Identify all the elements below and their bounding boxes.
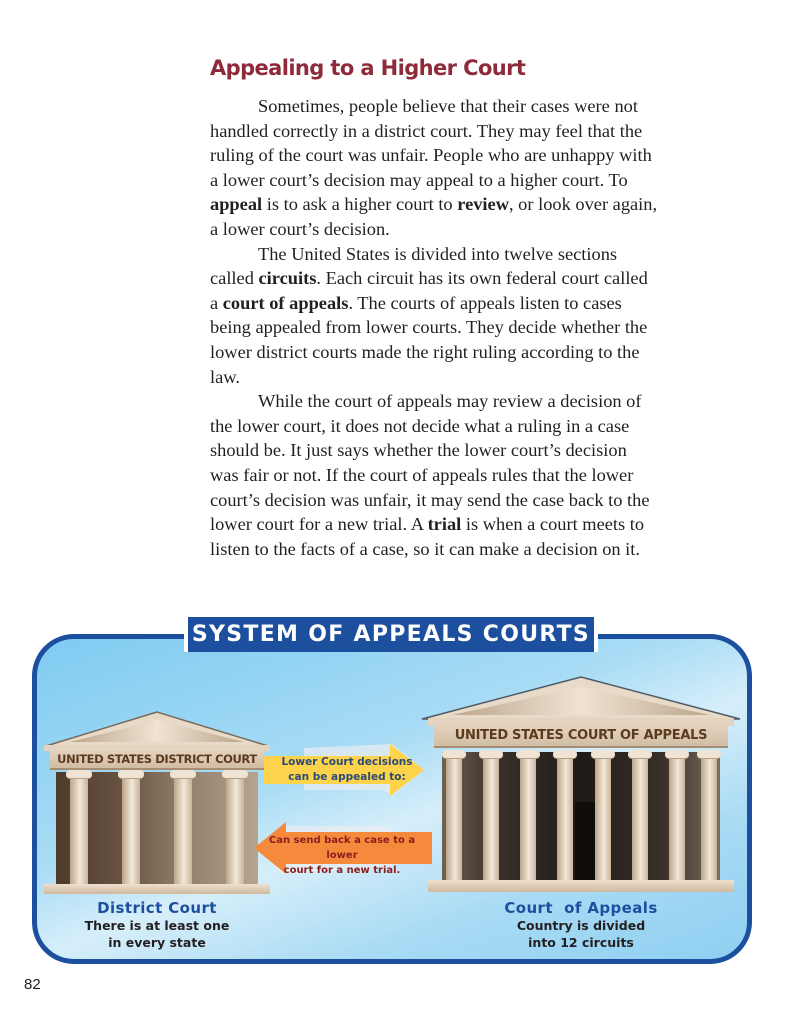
section-heading: Appealing to a Higher Court [210,56,526,80]
appeals-frieze: UNITED STATES COURT OF APPEALS [434,726,728,748]
appeal-forward-arrow [264,742,430,798]
term-review: review [457,194,509,215]
column [701,752,717,880]
term-appeal: appeal [210,194,263,215]
column [483,752,499,880]
district-steps [44,884,270,894]
column [669,752,685,880]
diagram-title: SYSTEM OF APPEALS COURTS [184,617,598,652]
appeals-pediment [420,675,742,727]
body-text [210,94,658,561]
back-arrow-line1: Can send back a case to a lower [268,835,416,861]
appeals-doorway [575,802,595,880]
column [632,752,648,880]
district-caption-line2: in every state [108,935,206,950]
forward-arrow-line1: Lower Court decisions [281,756,413,768]
district-colonnade [56,772,258,884]
page-number: 82 [24,976,41,993]
district-court-building [44,710,270,895]
term-court-of-appeals: court of appeals [222,292,349,313]
column [520,752,536,880]
appeals-caption-title: Court of Appeals [504,899,658,917]
column [70,772,88,884]
column [595,752,611,880]
district-pediment [44,710,270,752]
term-circuits: circuits [258,268,317,289]
district-caption-title: District Court [97,899,217,917]
district-court-caption [44,899,270,951]
forward-arrow-line2: can be appealed to: [288,771,406,783]
column [446,752,462,880]
appeals-court-caption [440,899,722,951]
appeals-court-building [420,675,742,895]
appeals-colonnade [442,752,720,880]
appeals-caption-line1: Country is divided [516,918,646,933]
appeals-steps [428,880,734,892]
column [122,772,140,884]
district-frieze: UNITED STATES DISTRICT COURT [50,751,264,770]
paragraph-2: The United States is divided into twelve sections called circuits. Each circuit has its own federal court called a court of appeals. The courts of appeals listen to cases being appealed from lower courts. They decide whether the lower district courts made the right ruling according to the law. [210,243,648,387]
paragraph-3: While the court of appeals may review a decision of the lower court, it does not decide what a ruling in a case should be. It just says whether the lower court’s decision was fair or not. If the court of appeals rules that the lower court’s decision was unfair, it may send the case back to the lower court for a new trial. A trial is when a court meets to listen to the facts of a case, so it can make a decision on it. [210,391,650,559]
appeals-caption-line2: into 12 circuits [528,935,634,950]
column [226,772,244,884]
back-arrow-line2: court for a new trial. [283,865,401,876]
term-trial: trial [427,514,462,535]
district-caption-line1: There is at least one [84,918,230,933]
paragraph-1: Sometimes, people believe that their cases were not handled correctly in a district court. They may feel that the ruling of the court was unfair. People who are unhappy with a lower court’s decision may appeal to a higher court. To appeal is to ask a higher court to review, or look over again, a lower court’s decision. [210,96,658,239]
column [174,772,192,884]
column [557,752,573,880]
send-back-arrow [252,818,432,876]
